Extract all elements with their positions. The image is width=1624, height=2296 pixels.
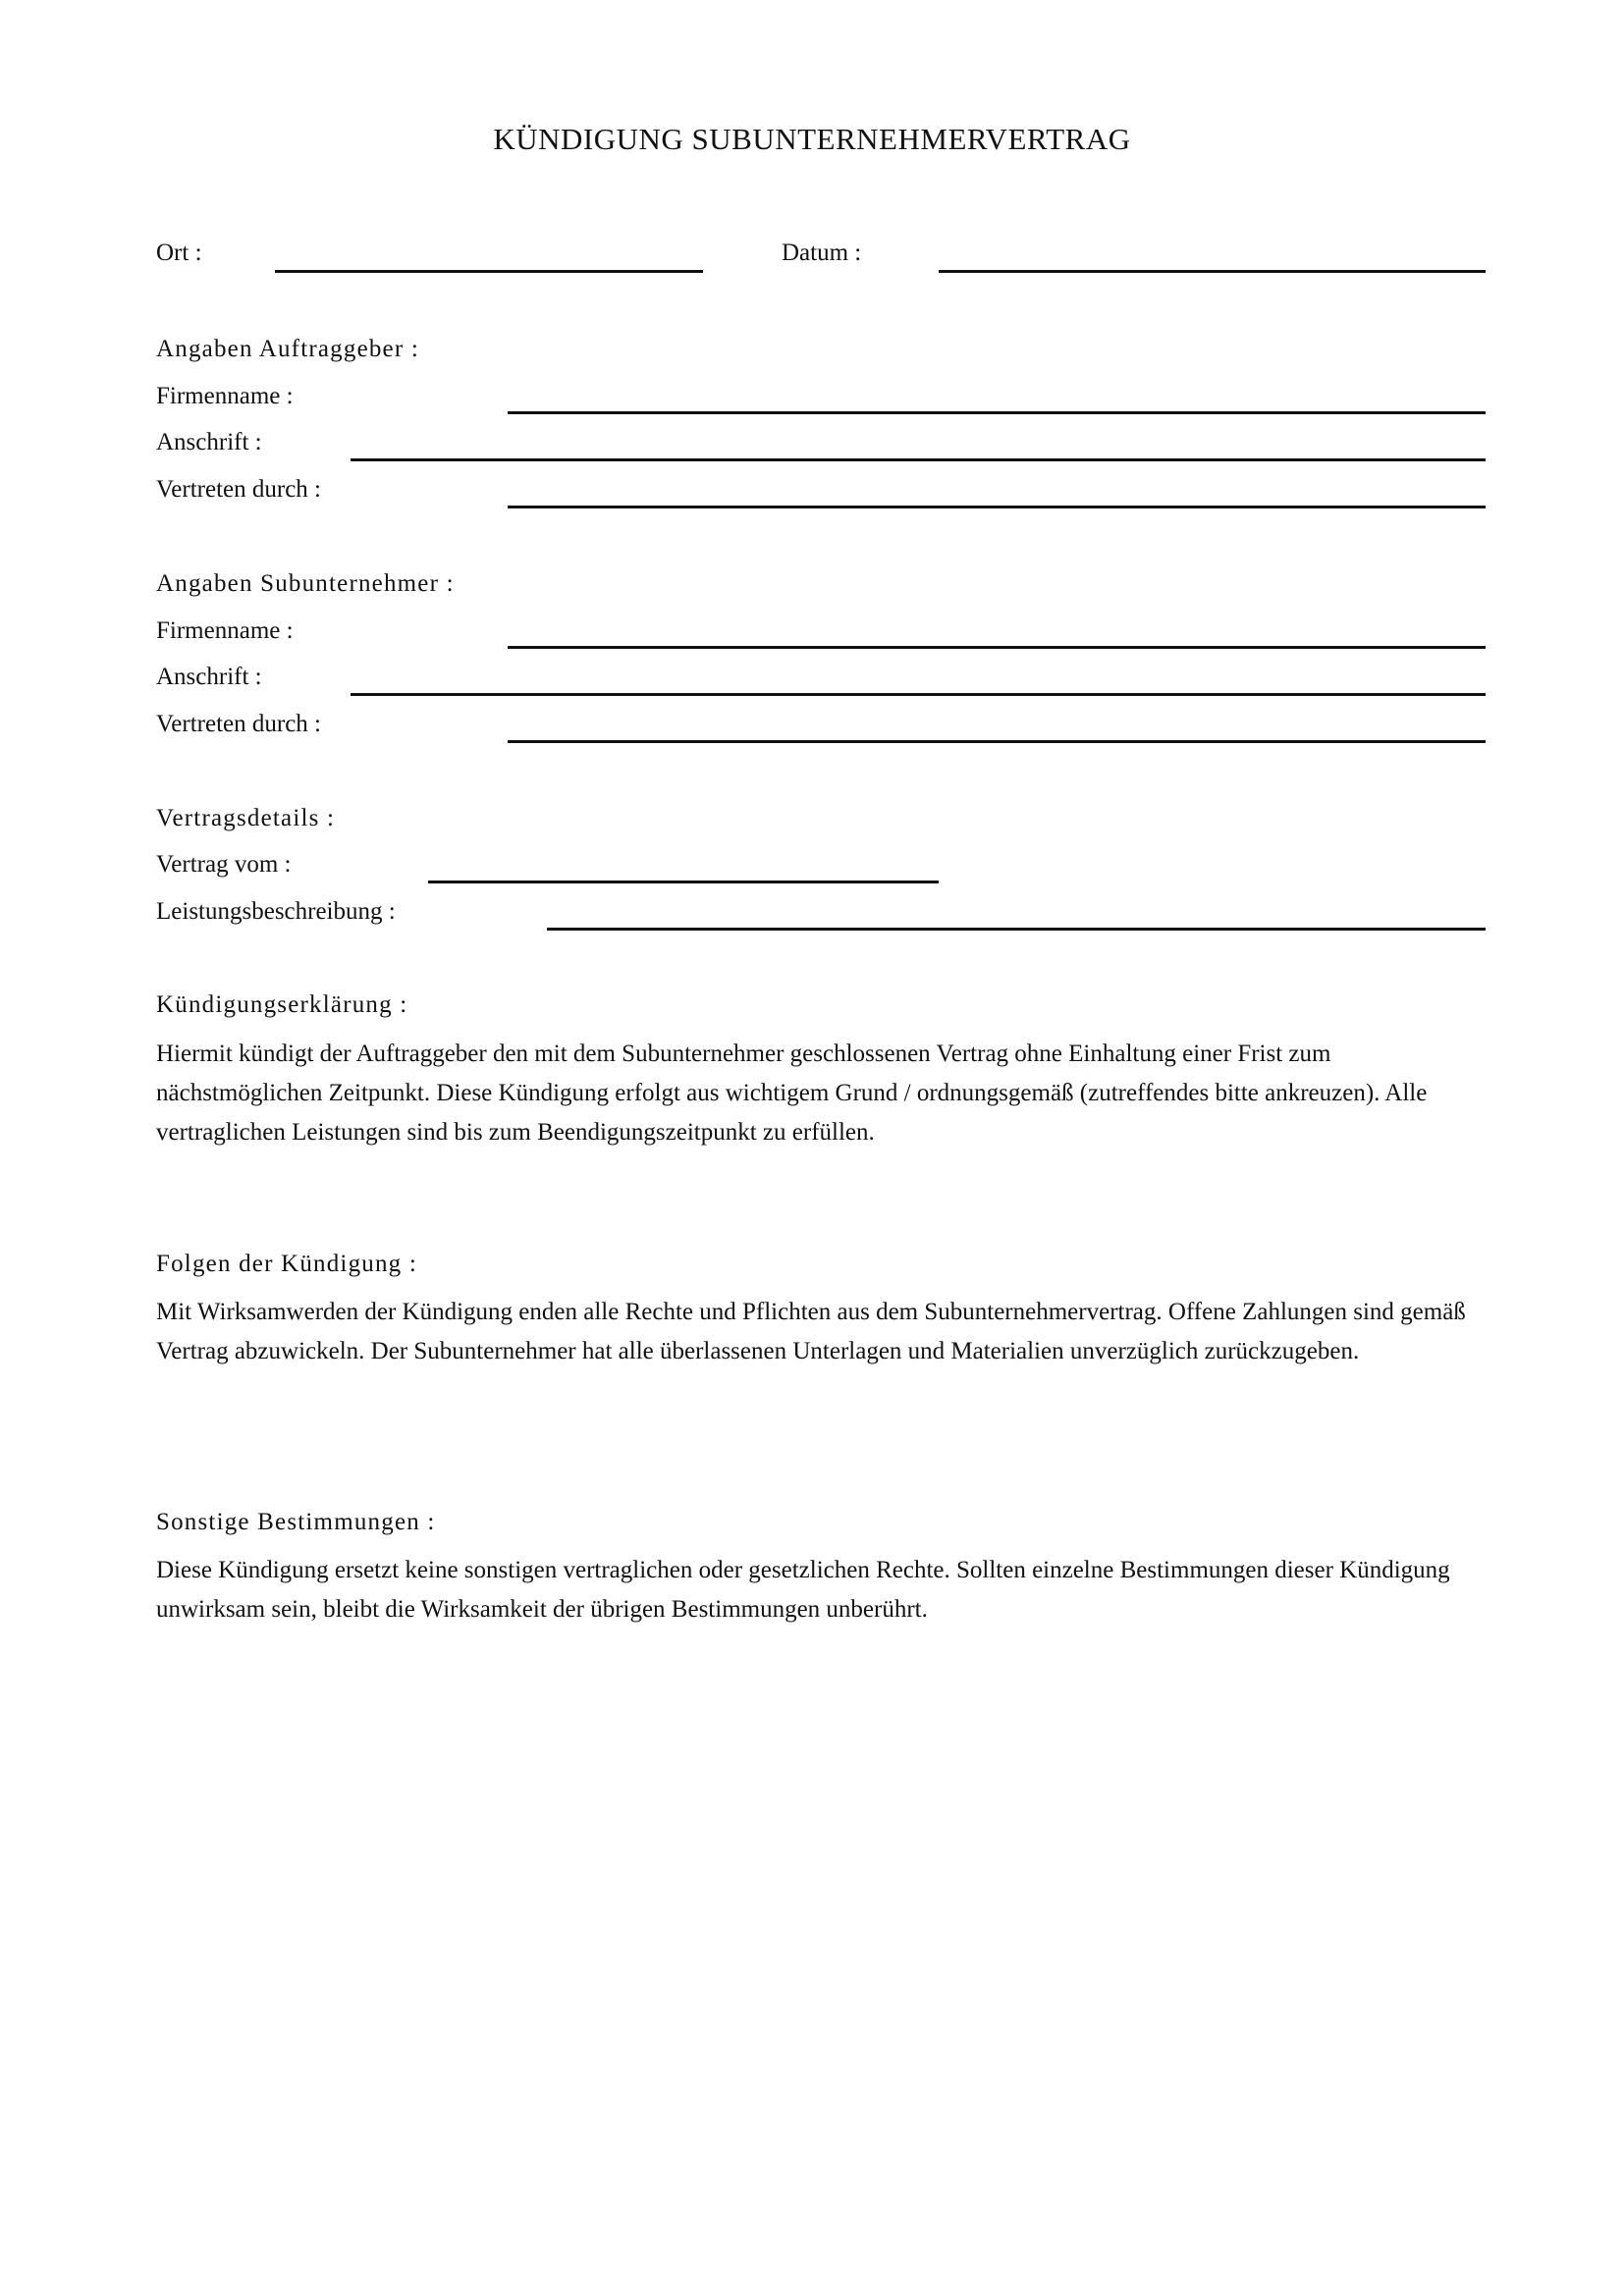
subunternehmer-anschrift-label: Anschrift :	[156, 664, 262, 690]
datum-input-line[interactable]	[939, 270, 1486, 273]
kuendigungserklaerung-text: Hiermit kündigt der Auftraggeber den mit dem Subunternehmer geschlossenen Vertrag ohne Einhaltung einer Frist zum nächstmöglichen Zeitpunkt. Diese Kündigung erfolgt aus wichtigem Grund / ordnungsgemäß (zutreffendes bitte ankreuzen). Alle vertraglichen Leistungen sind bis zum Beendigungszeitpunkt zu erfüllen.	[156, 1041, 1428, 1146]
ort-input-line[interactable]	[275, 270, 703, 273]
leistungsbeschreibung-label: Leistungsbeschreibung :	[156, 898, 396, 925]
auftraggeber-firmenname-label: Firmenname :	[156, 383, 294, 409]
vertrag-vom-line[interactable]	[428, 881, 939, 883]
subunternehmer-firmenname-line[interactable]	[508, 646, 1486, 649]
auftraggeber-anschrift-label: Anschrift :	[156, 429, 262, 455]
document-title: KÜNDIGUNG SUBUNTERNEHMERVERTRAG	[493, 122, 1131, 156]
sonstige-text: Diese Kündigung ersetzt keine sonstigen vertraglichen oder gesetzlichen Rechte. Sollten einzelne Bestimmungen dieser Kündigung unwirksam sein, bleibt die Wirksamkeit der übrigen Bestimmungen unberührt.	[156, 1557, 1450, 1623]
ort-label: Ort :	[156, 240, 202, 266]
sonstige-heading: Sonstige Bestimmungen :	[156, 1509, 436, 1535]
subunternehmer-vertreten-label: Vertreten durch :	[156, 711, 321, 737]
vertrag-vom-label: Vertrag vom :	[156, 851, 292, 878]
vertragsdetails-heading: Vertragsdetails :	[156, 805, 336, 831]
subunternehmer-anschrift-line[interactable]	[351, 693, 1486, 696]
auftraggeber-anschrift-line[interactable]	[351, 458, 1486, 461]
kuendigungserklaerung-heading: Kündigungserklärung :	[156, 991, 408, 1018]
leistungsbeschreibung-line[interactable]	[547, 928, 1486, 931]
auftraggeber-vertreten-line[interactable]	[508, 506, 1486, 508]
datum-label: Datum :	[782, 240, 862, 266]
folgen-text: Mit Wirksamwerden der Kündigung enden alle Rechte und Pflichten aus dem Subunternehmervertrag. Offene Zahlungen sind gemäß Vertrag abzuwickeln. Der Subunternehmer hat alle überlassenen Unterlagen und Materialien unverzüglich zurückzugeben.	[156, 1299, 1466, 1364]
auftraggeber-vertreten-label: Vertreten durch :	[156, 476, 321, 503]
auftraggeber-firmenname-line[interactable]	[508, 411, 1486, 414]
subunternehmer-vertreten-line[interactable]	[508, 740, 1486, 743]
subunternehmer-firmenname-label: Firmenname :	[156, 617, 294, 644]
subunternehmer-heading: Angaben Subunternehmer :	[156, 570, 455, 597]
auftraggeber-heading: Angaben Auftraggeber :	[156, 336, 419, 362]
folgen-heading: Folgen der Kündigung :	[156, 1251, 417, 1277]
